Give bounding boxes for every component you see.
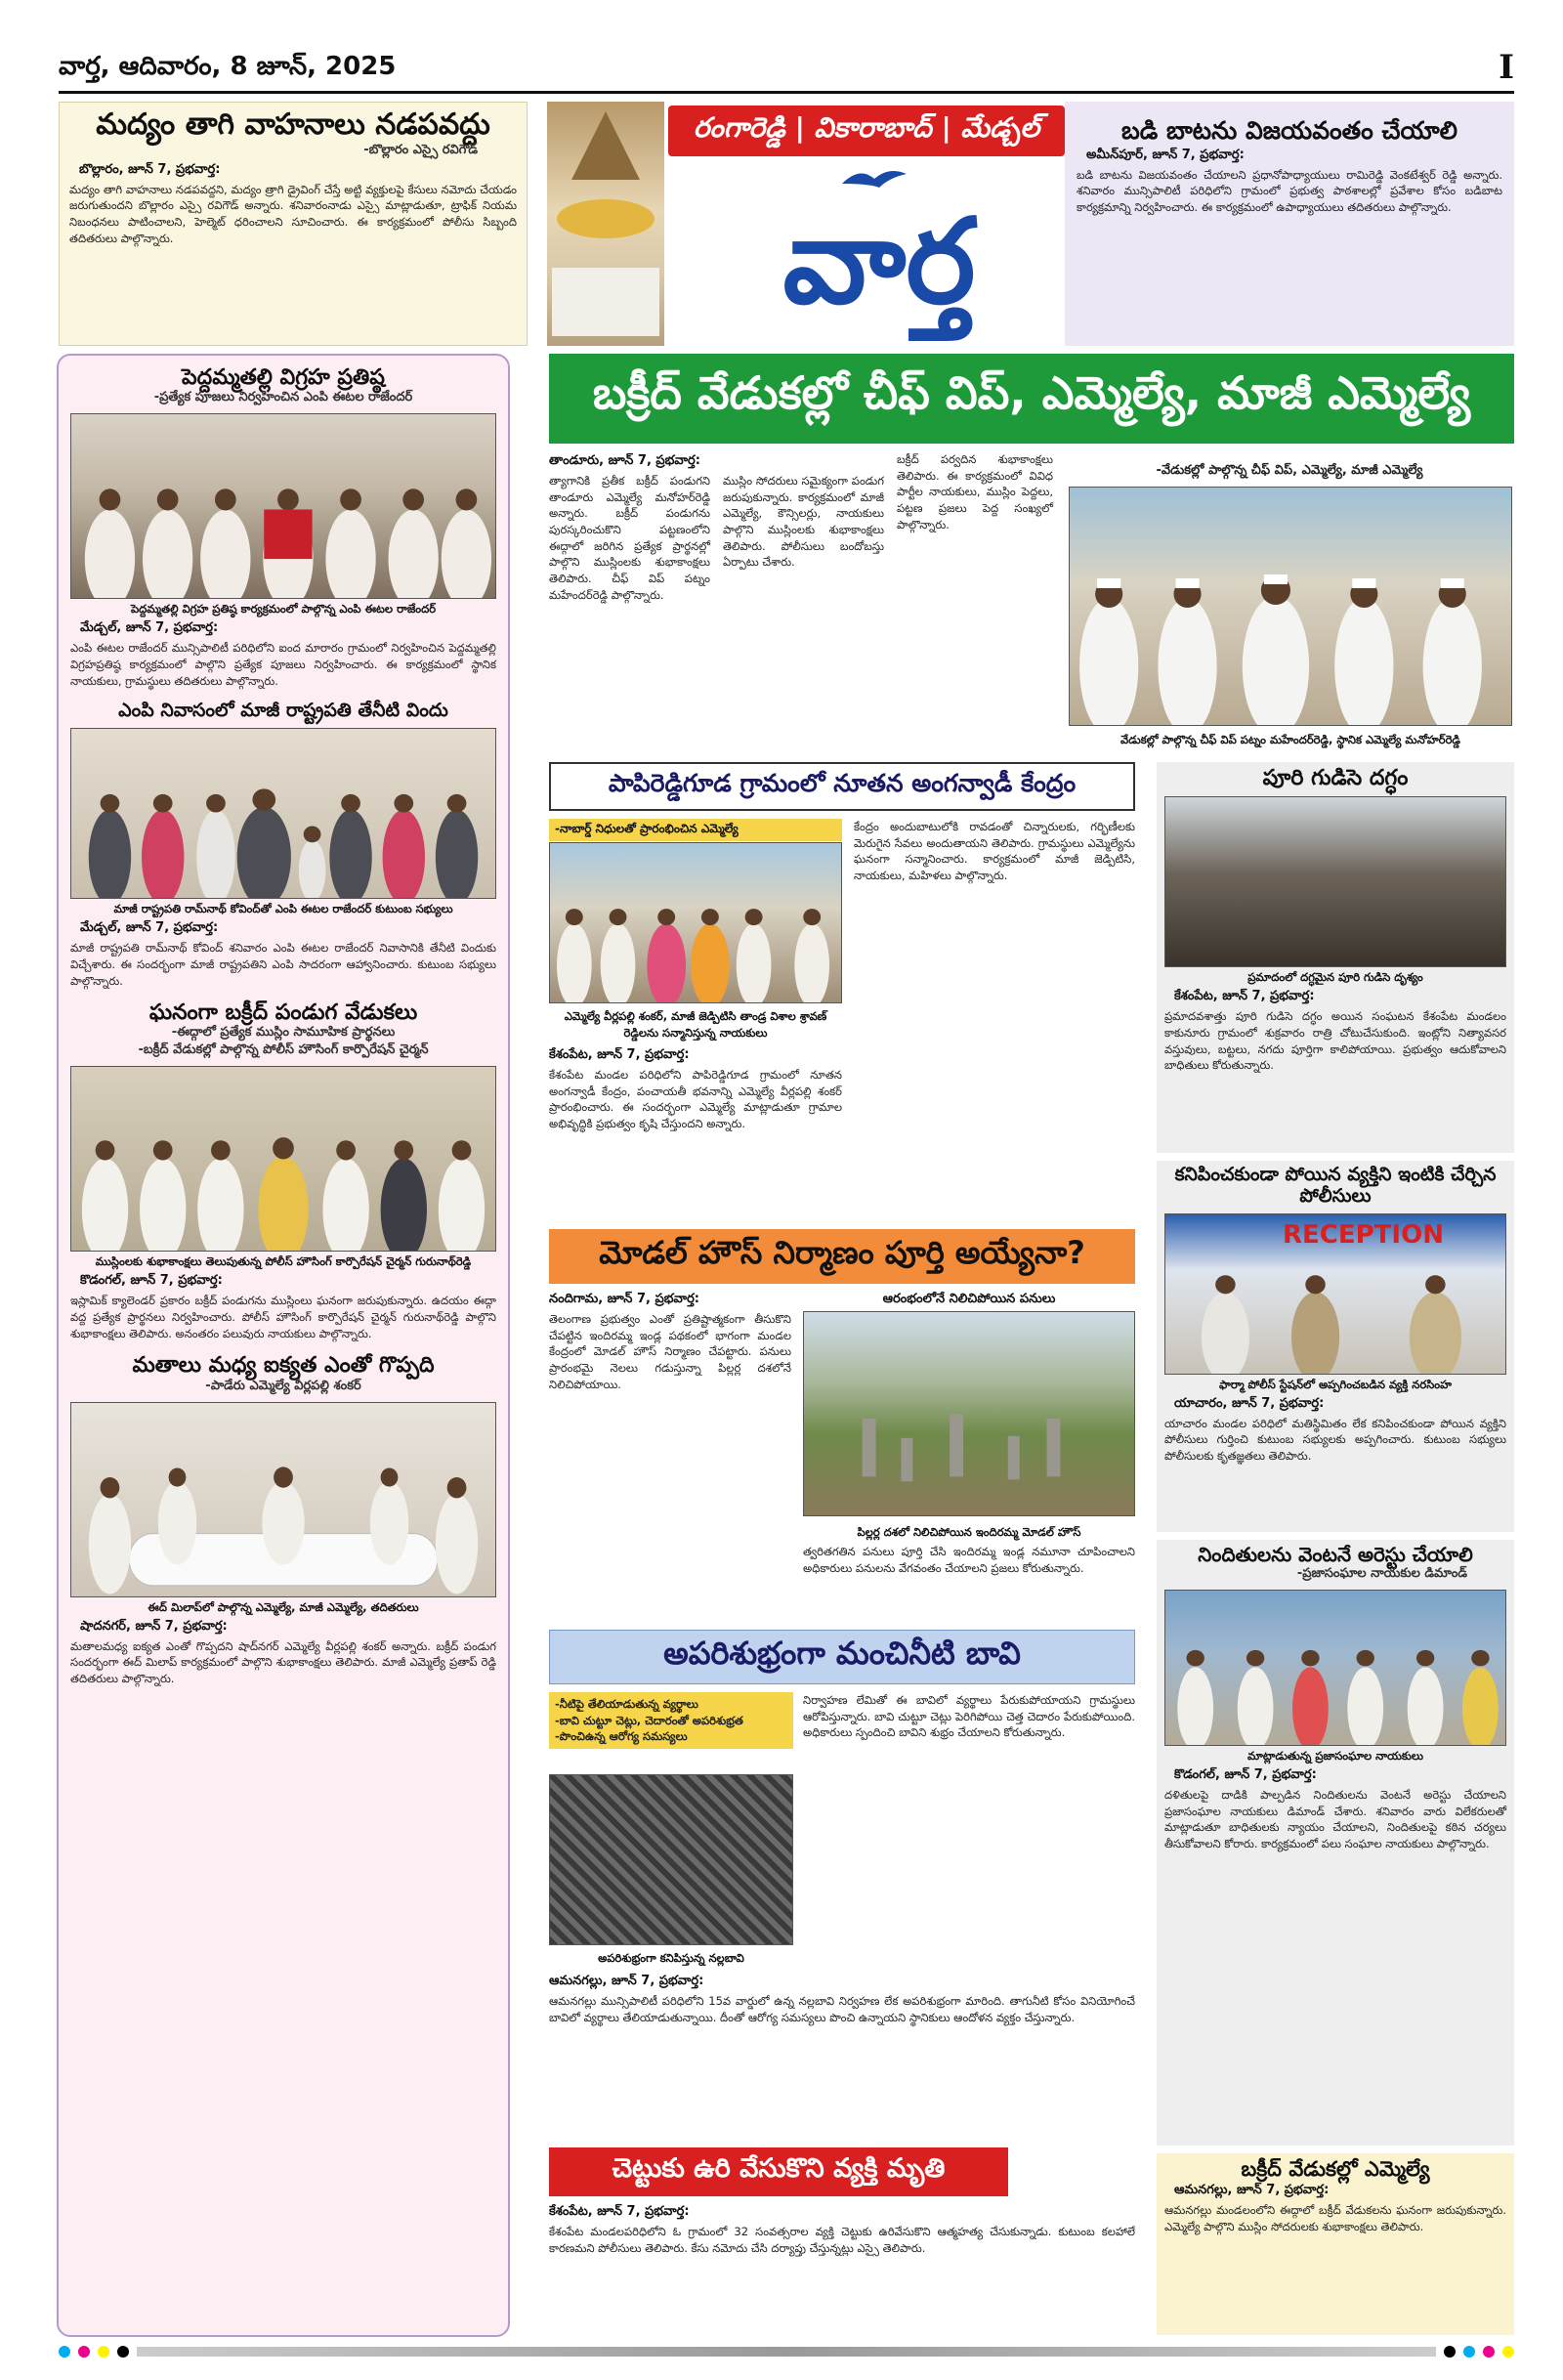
color-registration-bar bbox=[59, 2345, 1514, 2359]
photo-caption: మాట్లాడుతున్న ప్రజాసంఘాల నాయకులు bbox=[1247, 1749, 1423, 1763]
article-body: కేశంపేట మండలపరిధిలోని ఓ గ్రామంలో 32 సంవత్సరాల వ్యక్తి చెట్టుకు ఉరివేసుకొని ఆత్మహత్య చేసుకున్నాడు. కుటుంబ కలహాలే కారణమని పోలీసులు తెలిపారు. కేసు నమోదు చేసి దర్యాప్తు చేస్తున్నట్లు ఎస్సై తెలిపారు. bbox=[549, 2225, 1135, 2255]
article-body: ఆమనగల్లు మండలంలోని ఈద్గాలో బక్రీద్ వేడుకలను ఘనంగా జరుపుకున్నారు. ఎమ్మెల్యే పాల్గొని ముస్లిం సోదరులకు శుభాకాంక్షలు తెలిపారు. bbox=[1164, 2203, 1506, 2233]
article-body: ఆమనగల్లు మున్సిపాలిటీ పరిధిలోని 15వ వార్డులో ఉన్న నల్లబావి నిర్వహణ లేక అపరిశుభ్రంగా మారింది. తాగునీటి కోసం వినియోగించే బావిలో వ్యర్థాలు తేలియాడుతున్నాయి. దీంతో ఆరోగ్య సమస్యలు పొంచి ఉన్నాయని స్థానికులు ఆందోళన వ్యక్తం చేస్తున్నారు. bbox=[549, 1994, 1135, 2024]
article-dateline: కొడంగల్, జూన్ 7, ప్రభవార్త: bbox=[80, 1273, 223, 1289]
photo-caption: ప్రమాదంలో దగ్ధమైన పూరి గుడిసె దృశ్యం bbox=[1247, 970, 1423, 985]
logo: వార్త bbox=[782, 194, 976, 330]
article-anganwadi bbox=[549, 762, 1135, 1221]
photo-caption: అపరిశుభ్రంగా కనిపిస్తున్న నల్లబావి bbox=[598, 1951, 744, 1965]
article-title: ఎంపి నివాసంలో మాజీ రాష్ట్రపతి తేనీటి విందు bbox=[118, 700, 448, 722]
page-number: I bbox=[1499, 48, 1514, 87]
article-body-col3: బక్రీద్ పర్వదిన శుభాకాంక్షలు తెలిపారు. ఈ కార్యక్రమంలో వివిధ పార్టీల నాయకులు, ముస్లిం పెద్దలు, పట్టణ ప్రజలు పెద్ద సంఖ్యలో పాల్గొన్నారు. bbox=[897, 452, 1053, 531]
article-title: కనిపించకుండా పోయిన వ్యక్తిని ఇంటికి చేర్చిన పోలీసులు bbox=[1174, 1164, 1497, 1207]
article-dateline: బొల్లారం, జూన్ 7, ప్రభవార్త: bbox=[79, 161, 221, 177]
photo-eid-milap bbox=[70, 1402, 496, 1597]
article-subtitle: -ఈద్గాలో ప్రత్యేక ముస్లిం సామూహిక ప్రార్థనలు bbox=[171, 1025, 396, 1041]
photo-bakrid-celebration bbox=[70, 1066, 496, 1252]
headline-well: అపరిశుభ్రంగా మంచినీటి బావి bbox=[549, 1630, 1135, 1684]
article-title: బడి బాటను విజయవంతం చేయాలి bbox=[1121, 116, 1457, 145]
article-school-drive bbox=[1065, 102, 1514, 346]
bullet-item: -బావి చుట్టూ చెట్లు, చెదారంతో అపరిశుభ్రత bbox=[555, 1713, 743, 1727]
article-subtitle: -ప్రత్యేక పూజలు నిర్వహించిన ఎంపి ఈటల రాజేందర్ bbox=[153, 390, 413, 405]
photo-caption: ముస్లింలకు శుభాకాంక్షలు తెలుపుతున్న పోలీస్ హౌసింగ్ కార్పొరేషన్ చైర్మన్ గురునాథ్‌రెడ్డి bbox=[95, 1254, 472, 1269]
article-suicide bbox=[549, 2147, 1135, 2333]
photo-caption: పెద్దమ్మతల్లి విగ్రహ ప్రతిష్ఠ కార్యక్రమంలో పాల్గొన్న ఎంపి ఈటల రాజేందర్ bbox=[130, 602, 437, 616]
article-title: పెద్దమ్మతల్లి విగ్రహ ప్రతిష్ఠ bbox=[182, 365, 385, 390]
article-body: బడి బాటను విజయవంతం చేయాలని ప్రధానోపాధ్యాయులు రామిరెడ్డి వెంకటేశ్వర్ రెడ్డి అన్నారు. శనివారం మున్సిపాలిటీ పరిధిలోని గ్రామంలో ప్రభుత్వ పాఠశాలల్లో ప్రవేశాల కోసం బడిబాట కార్యక్రమాన్ని నిర్వహించారు. ఈ కార్యక్రమంలో ఉపాధ్యాయులు తదితరులు పాల్గొన్నారు. bbox=[1077, 167, 1502, 215]
article-title: మతాలు మధ్య ఐక్యత ఎంతో గొప్పది bbox=[132, 1353, 435, 1379]
headline-bakrid: బక్రీద్ వేడుకల్లో చీఫ్ విప్, ఎమ్మెల్యే, మాజీ ఎమ్మెల్యే bbox=[549, 354, 1514, 444]
article-dateline: యాచారం, జూన్ 7, ప్రభవార్త: bbox=[1174, 1395, 1325, 1411]
photo-caption: ఈద్ మిలాప్‌లో పాల్గొన్న ఎమ్మెల్యే, మాజీ ఎమ్మెల్యే, తదితరులు bbox=[148, 1599, 419, 1614]
article-title: ఘనంగా బక్రీద్ పండుగ వేడుకలు bbox=[148, 1000, 418, 1026]
right-column bbox=[1157, 762, 1514, 2335]
article-model-house bbox=[549, 1229, 1135, 1620]
page-header bbox=[59, 48, 1514, 94]
dateline: వార్త, ఆదివారం, 8 జూన్, 2025 bbox=[59, 52, 397, 81]
article-body: తెలంగాణ ప్రభుత్వం ఎంతో ప్రతిష్టాత్మకంగా తీసుకొని చేపట్టిన ఇందిరమ్మ ఇండ్ల పథకంలో భాగంగా మండల కేంద్రంలో మోడల్ హౌస్ నిర్మాణం చేపట్టారు. పనులు ప్రారంభమై నెలలు గడుస్తున్నా పిల్లర్ల దశలోనే నిలిచిపోయాయి. bbox=[549, 1312, 791, 1391]
well-bullets bbox=[549, 1692, 793, 1749]
article-dateline: తాండూరు, జూన్ 7, ప్రభవార్త: bbox=[549, 453, 700, 468]
article-drunk-driving bbox=[59, 102, 528, 346]
article-dateline: నందిగామ, జూన్ 7, ప్రభవార్త: bbox=[549, 1292, 699, 1306]
article-body: యాచారం మండల పరిధిలో మతిస్థిమితం లేక కనిపించకుండా పోయిన వ్యక్తిని పోలీసులు గుర్తించి కుటుంబ సభ్యులకు అప్పగించారు. కుటుంబ సభ్యులు పోలీసులకు కృతజ్ఞతలు తెలిపారు. bbox=[1164, 1416, 1506, 1464]
article-title: నిందితులను వెంటనే అరెస్టు చేయాలి bbox=[1198, 1543, 1473, 1566]
article-title: బక్రీద్ వేడుకల్లో ఎమ్మెల్యే bbox=[1241, 2157, 1430, 2181]
article-dateline: ఆమనగల్లు, జూన్ 7, ప్రభవార్త: bbox=[1174, 2183, 1330, 2198]
photo-idol-installation bbox=[70, 413, 496, 599]
registration-dot bbox=[1483, 2346, 1495, 2358]
headline-anganwadi: పాపిరెడ్డిగూడ గ్రామంలో నూతన అంగన్వాడీ కేంద్రం bbox=[549, 762, 1135, 811]
article-body-col2: కేంద్రం అందుబాటులోకి రావడంతో చిన్నారులకు, గర్భిణీలకు మెరుగైన సేవలు అందుతాయని తెలిపారు. గ్రామస్థులు ఎమ్మెల్యేను ఘనంగా సన్మానించారు. కార్యక్రమంలో మాజీ జెడ్పిటిసి, నాయకులు, మహిళలు పాల్గొన్నారు. bbox=[854, 820, 1135, 883]
masthead bbox=[547, 102, 1065, 346]
article-title: పూరి గుడిసె దగ్ధం bbox=[1262, 766, 1409, 790]
article-body: మతాలమధ్య ఐక్యత ఎంతో గొప్పదని షాద్‌నగర్ ఎమ్మెల్యే వీర్లపల్లి శంకర్ అన్నారు. బక్రీద్ పండుగ సందర్భంగా ఈద్ మిలాప్ కార్యక్రమంలో పాల్గొని శుభాకాంక్షలు తెలిపారు. మాజీ ఎమ్మెల్యే ప్రతాప్ రెడ్డి తదితరులు పాల్గొన్నారు. bbox=[70, 1638, 496, 1686]
registration-dot bbox=[117, 2346, 129, 2358]
article-subtitle: -ప్రజాసంఘాల నాయకుల డిమాండ్ bbox=[1296, 1566, 1467, 1581]
photo-leaders bbox=[1164, 1590, 1506, 1746]
article-subtitle: -బక్రీద్ వేడుకల్లో పాల్గొన్న పోలీస్ హౌసింగ్ కార్పొరేషన్ చైర్మన్ bbox=[138, 1042, 429, 1058]
photo-anganwadi bbox=[549, 842, 842, 1003]
article-dateline: కొడంగల్, జూన్ 7, ప్రభవార్త: bbox=[1174, 1767, 1317, 1782]
article-dateline: కేశంపేట, జూన్ 7, ప్రభవార్త: bbox=[549, 2204, 690, 2219]
bullet-item: -నీటిపై తేలియాడుతున్న వ్యర్థాలు bbox=[555, 1697, 698, 1711]
article-body: దళితులపై దాడికి పాల్పడిన నిందితులను వెంటనే అరెస్టు చేయాలని ప్రజాసంఘాల నాయకులు డిమాండ్ చేశారు. శనివారం వారు విలేకరులతో మాట్లాడుతూ బాధితులకు న్యాయం చేయాలని, నిందితులపై కఠిన చర్యలు తీసుకోవాలని కోరారు. కార్యక్రమంలో పలు సంఘాల నాయకులు పాల్గొన్నారు. bbox=[1164, 1788, 1506, 1851]
article-body: కేశంపేట మండల పరిధిలోని పాపిరెడ్డిగూడ గ్రామంలో నూతన అంగన్వాడీ కేంద్రం, పంచాయతీ భవనాన్ని ఎమ్మెల్యే వీర్లపల్లి శంకర్ ప్రారంభించారు. ఈ సందర్భంగా ఎమ్మెల్యే మాట్లాడుతూ గ్రామాల అభివృద్ధికి ప్రభుత్వం కృషి చేస్తుందని అన్నారు. bbox=[549, 1068, 842, 1131]
registration-dot bbox=[59, 2346, 70, 2358]
article-dateline: అమీన్‌పూర్, జూన్ 7, ప్రభవార్త: bbox=[1086, 147, 1245, 162]
article-body-col2: నిర్వాహణ లేమితో ఈ బావిలో వ్యర్థాలు పేరుకుపోయాయని గ్రామస్థులు ఆరోపిస్తున్నారు. బావి చుట్టూ చెట్లు పెరిగిపోయి చెత్త చెదారం పేరుకుపోయింది. అధికారులు స్పందించి బావిని శుభ్రం చేయాలని కోరుతున్నారు. bbox=[803, 1693, 1135, 1740]
photo-bakrid-leaders bbox=[1069, 487, 1512, 726]
registration-dot bbox=[98, 2346, 109, 2358]
photo-caption: మాజీ రాష్ట్రపతి రామ్‌నాథ్ కోవింద్‌తో ఎంపి ఈటల రాజేందర్ కుటుంబ సభ్యులు bbox=[113, 902, 453, 916]
photo-sign: RECEPTION bbox=[1283, 1219, 1444, 1250]
photo-caption: ఎమ్మెల్యే వీర్లపల్లి శంకర్, మాజీ జెడ్పిటిసి తాండ్ర విశాల శ్రావణ్ రెడ్డిలను సన్మానిస్తున్న నాయకులు bbox=[564, 1009, 827, 1040]
photo-police-station bbox=[1164, 1213, 1506, 1375]
registration-dot bbox=[1463, 2346, 1475, 2358]
article-dateline: మేడ్చల్, జూన్ 7, ప్రభవార్త: bbox=[80, 620, 219, 636]
article-body-col1: త్యాగానికి ప్రతీక బక్రీద్ పండుగని తాండూరు ఎమ్మెల్యే మనోహర్‌రెడ్డి అన్నారు. బక్రీద్ పండుగను పురస్కరించుకొని పట్టణంలోని ఈద్గాలో జరిగిన ప్రత్యేక ప్రార్థనల్లో పాల్గొని ముస్లింలకు శుభాకాంక్షలు తెలిపారు. చీఫ్ విప్ పట్నం మహేందర్‌రెడ్డి పాల్గొన్నారు. bbox=[549, 474, 710, 602]
article-dateline: షాదనగర్, జూన్ 7, ప్రభవార్త: bbox=[80, 1618, 228, 1634]
photo-burnt-hut bbox=[1164, 796, 1506, 967]
photo-model-house bbox=[803, 1311, 1135, 1516]
article-title: మద్యం తాగి వాహనాలు నడపవద్దు bbox=[96, 107, 490, 142]
district-band: రంగారెడ్డి | వికారాబాద్ | మేడ్చల్ bbox=[668, 106, 1065, 156]
article-body: మాజీ రాష్ట్రపతి రామ్‌నాథ్ కోవింద్ శనివారం ఎంపి ఈటల రాజేందర్ నివాసానికి తేనీటి విందుకు విచ్చేశారు. ఈ సందర్భంగా మాజీ రాష్ట్రపతిని ఎంపి సాదరంగా ఆహ్వానించారు. కుటుంబ సభ్యులు పాల్గొన్నారు. bbox=[70, 941, 496, 988]
bullet-item: -పొంచిఉన్న ఆరోగ్య సమస్యలు bbox=[555, 1729, 688, 1744]
registration-bar bbox=[137, 2347, 1436, 2357]
photo-caption: వేడుకల్లో పాల్గొన్న చీఫ్ విప్ పట్నం మహేందర్‌రెడ్డి, స్థానిక ఎమ్మెల్యే మనోహర్‌రెడ్డి bbox=[1120, 733, 1460, 746]
photo-president-visit bbox=[70, 728, 496, 899]
photo-tag: ఆరంభంలోనే నిలిచిపోయిన పనులు bbox=[882, 1292, 1056, 1306]
article-body-col2: త్వరితగతిన పనులు పూర్తి చేసి ఇందిరమ్మ ఇండ్ల నమూనా చూపించాలని అధికారులు పనులను వేగవంతం చేయాలని ప్రజలు కోరుతున్నారు. bbox=[803, 1545, 1135, 1575]
headline-model-house: మోడల్ హౌస్ నిర్మాణం పూర్తి అయ్యేనా? bbox=[549, 1229, 1135, 1284]
article-body: మద్యం తాగి వాహనాలు నడపవద్దని, మద్యం త్రాగి డ్రైవింగ్ చేస్తే అట్టి వ్యక్తులపై కేసులు నమోదు చేయడం జరుగుతుందని బొల్లారం ఎస్సై రవిగౌడ్ అన్నారు. శనివారంనాడు ఎస్సై మాట్లాడుతూ, ట్రాఫిక్ నియమ నిబంధనలు పాటించాలని, హెల్మెట్ ధరించాలని సూచించారు. ఈ కార్యక్రమంలో పోలీసు సిబ్బంది తదితరులు పాల్గొన్నారు. bbox=[69, 182, 517, 245]
article-body: ఎంపి ఈటల రాజేందర్ మున్సిపాలిటీ పరిధిలోని ఐంద మారారం గ్రామంలో నిర్వహించిన పెద్దమ్మతల్లి విగ్రహప్రతిష్ఠ కార్యక్రమంలో పాల్గొని ప్రత్యేక పూజలు నిర్వహించారు. ఈ కార్యక్రమంలో స్థానిక నాయకులు, గ్రామస్థులు తదితరులు పాల్గొన్నారు. bbox=[70, 641, 496, 688]
registration-dot bbox=[78, 2346, 90, 2358]
article-tag: -వేడుకల్లో పాల్గొన్న చీఫ్ విప్, ఎమ్మెల్యే, మాజీ ఎమ్మెల్యే bbox=[1067, 461, 1512, 483]
article-dateline: మేడ్చల్, జూన్ 7, ప్రభవార్త: bbox=[80, 920, 219, 936]
article-bakrid bbox=[549, 451, 1514, 754]
article-body-col2: ముస్లిం సోదరులు సమైక్యంగా పండుగ జరుపుకున్నారు. కార్యక్రమంలో మాజీ ఎమ్మెల్యే, కౌన్సిలర్లు, నాయకులు పాల్గొని ముస్లింలకు శుభాకాంక్షలు తెలిపారు. పోలీసులు బందోబస్తు ఏర్పాటు చేశారు. bbox=[723, 474, 884, 570]
article-subtitle: -బొల్లారం ఎస్సై రవిగౌడ్ bbox=[363, 142, 478, 157]
headline-suicide: చెట్టుకు ఉరి వేసుకొని వ్యక్తి మృతి bbox=[549, 2147, 1008, 2196]
masthead-photo bbox=[547, 102, 664, 346]
article-dateline: కేశంపేట, జూన్ 7, ప్రభవార్త: bbox=[549, 1047, 690, 1062]
article-body: ఇస్లామిక్ క్యాలెండర్ ప్రకారం బక్రీద్ పండుగను ముస్లింలు ఘనంగా జరుపుకున్నారు. ఉదయం ఈద్గా వద్ద ప్రత్యేక ప్రార్థనలు నిర్వహించారు. పోలీస్ హౌసింగ్ కార్పొరేషన్ చైర్మన్ గురునాథ్‌రెడ్డి పాల్గొని శుభాకాంక్షలు తెలిపారు. అనంతరం పలువురు నాయకులు పాల్గొన్నారు. bbox=[70, 1294, 496, 1340]
registration-dot bbox=[1502, 2346, 1514, 2358]
photo-caption: ఫార్మా పోలీస్ స్టేషన్‌లో అప్పగించబడిన వ్యక్తి నరసింహ bbox=[1219, 1377, 1452, 1391]
photo-well bbox=[549, 1774, 793, 1945]
article-tag: -నాబార్డ్ నిధులతో ప్రారంభించిన ఎమ్మెల్యే bbox=[549, 819, 842, 841]
photo-caption: పిల్లర్ల దశలో నిలిచిపోయిన ఇందిరమ్మ మోడల్ హౌస్ bbox=[857, 1525, 1081, 1539]
left-column bbox=[57, 354, 510, 2337]
article-well bbox=[549, 1630, 1135, 2138]
article-subtitle: -పాడేరు ఎమ్మెల్యే వీర్లపల్లి శంకర్ bbox=[205, 1378, 361, 1393]
article-dateline: ఆమనగల్లు, జూన్ 7, ప్రభవార్త: bbox=[549, 1974, 704, 1988]
article-dateline: కేశంపేట, జూన్ 7, ప్రభవార్త: bbox=[1174, 989, 1315, 1004]
article-body: ప్రమాదవశాత్తు పూరి గుడిసె దగ్ధం అయిన సంఘటన కేశంపేట మండలం కాకునూరు గ్రామంలో శుక్రవారం రాత్రి చోటుచేసుకుంది. ఇంట్లోని నిత్యావసర వస్తువులు, బట్టలు, నగదు పూర్తిగా కాలిపోయాయి. ప్రభుత్వం ఆదుకోవాలని బాధితులు కోరుతున్నారు. bbox=[1164, 1009, 1506, 1073]
registration-dot bbox=[1444, 2346, 1456, 2358]
